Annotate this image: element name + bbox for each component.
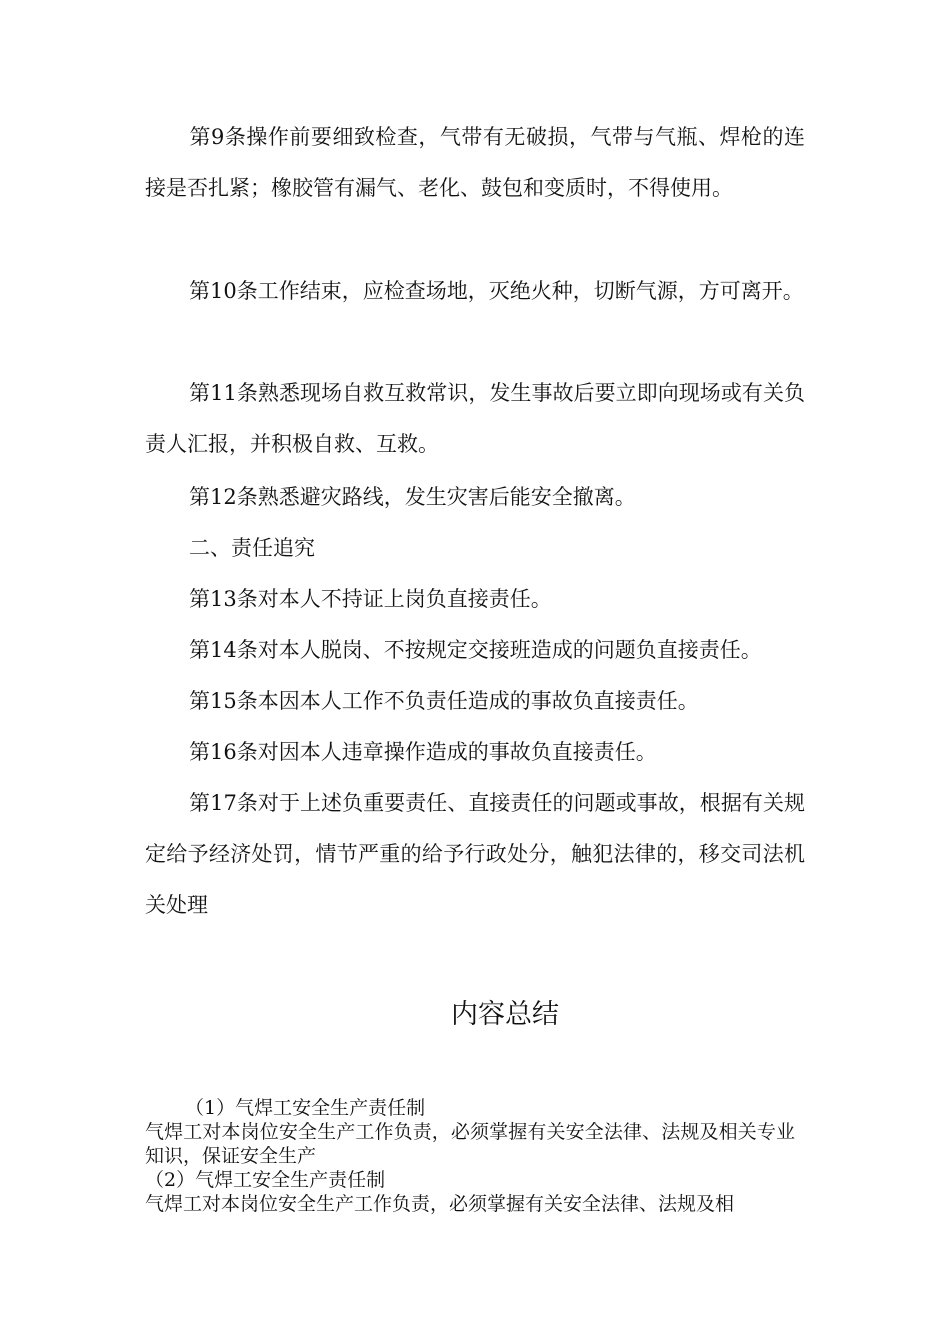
section-heading: 二、责任追究 — [189, 536, 315, 560]
summary-item-1 — [145, 1096, 795, 1168]
article-15: 第15条本因本人工作不负责任造成的事故负直接责任。 — [189, 689, 699, 713]
summary-item-body: 气焊工对本岗位安全生产工作负责，必须掌握有关安全法律、法规及相 — [145, 1193, 735, 1215]
article-10: 第10条工作结束，应检查场地，灭绝火种，切断气源，方可离开。 — [189, 279, 804, 303]
article-12: 第12条熟悉避灾路线，发生灾害后能安全撤离。 — [189, 485, 636, 509]
summary-title: 内容总结 — [451, 999, 559, 1030]
article-9: 第9条操作前要细致检查，气带有无破损，气带与气瓶、焊枪的连接是否扎紧；橡胶管有漏气、老化、鼓包和变质时，不得使用。 — [145, 125, 805, 200]
article-13: 第13条对本人不持证上岗负直接责任。 — [189, 587, 552, 611]
summary-item-2 — [145, 1168, 795, 1216]
article-11: 第11条熟悉现场自救互救常识，发生事故后要立即向现场或有关负责人汇报，并积极自救、互救。 — [145, 381, 805, 456]
summary-item-heading: （2）气焊工安全生产责任制 — [145, 1169, 386, 1191]
article-14: 第14条对本人脱岗、不按规定交接班造成的问题负直接责任。 — [189, 638, 762, 662]
summary-item-body: 气焊工对本岗位安全生产工作负责，必须掌握有关安全法律、法规及相关专业知识，保证安全生产 — [145, 1121, 795, 1167]
article-17: 第17条对于上述负重要责任、直接责任的问题或事故，根据有关规定给予经济处罚，情节严重的给予行政处分，触犯法律的，移交司法机关处理 — [145, 791, 805, 917]
summary-item-heading: （1）气焊工安全生产责任制 — [185, 1097, 426, 1119]
article-16: 第16条对因本人违章操作造成的事故负直接责任。 — [189, 740, 657, 764]
